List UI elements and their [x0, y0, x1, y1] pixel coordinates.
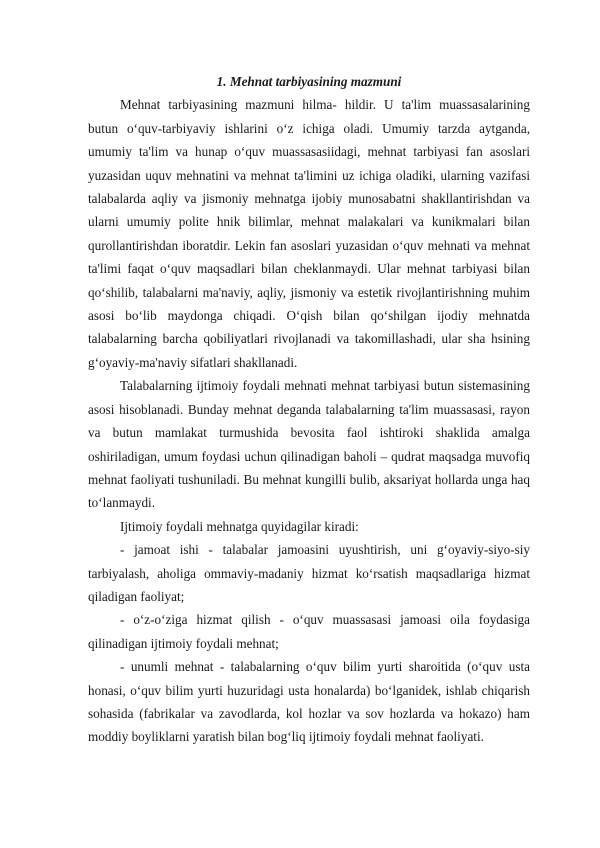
document-body — [88, 70, 530, 749]
paragraph-social-labor: Talabalarning ijtimoiy foydali mehnati mehnat tarbiyasi butun sistemasining asosi hisoblanadi. Bunday mehnat deganda talabalarning ta'lim muassasasi, rayon va butun mamlakat turmushida bevosita faol ishtiroki shaklida amalga oshiriladigan, umum foydasi uchun qilinadigan baholi – qudrat maqsadga muvofiq mehnat faoliyati tushuniladi. Bu mehnat kungilli bulib, aksariyat hollarda unga haq to‘lanmaydi. — [88, 378, 530, 511]
paragraph-list-intro: Ijtimoiy foydali mehnatga quyidagilar kiradi: — [120, 518, 359, 534]
section-title: 1. Mehnat tarbiyasining mazmuni — [216, 74, 402, 89]
list-item-self-service: - o‘z-o‘ziga hizmat qilish - o‘quv muassasasi jamoasi oila foydasiga qilinadigan ijtimoiy foydali mehnat; — [88, 612, 530, 651]
list-item-public-work: - jamoat ishi - talabalar jamoasini uyushtirish, uni g‘oyaviy-siyo-siy tarbiyalash, aholiga ommaviy-madaniy hizmat ko‘rsatish maqsadlariga hizmat qiladigan faoliyat; — [88, 542, 530, 604]
list-item-productive-labor: - unumli mehnat - talabalarning o‘quv bilim yurti sharoitida (o‘quv usta honasi, o‘quv bilim yurti huzuridagi usta honalarda) bo‘lganidek, ishlab chiqarish sohasida (fabrikalar va zavodlarda, kol hozlar va sov hozlarda va hokazo) ham moddiy boyliklarni yaratish bilan bog‘liq ijtimoiy foydali mehnat faoliyati. — [88, 659, 530, 745]
paragraph-intro: Mehnat tarbiyasining mazmuni hilma- hildir. U ta'lim muassasalarining butun o‘quv-tarbiyaviy ishlarini o‘z ichiga oladi. Umumiy tarzda aytganda, umumiy ta'lim va hunap o‘quv muassasasiidagi, mehnat tarbiyasi fan asoslari yuzasidan uquv mehnatini va mehnat ta'limini uz ichiga oladiki, ularning vazifasi talabalarda aqliy va jismoniy mehnatga ijobiy munosabatni shakllantirishdan va ularni umumiy polite hnik bilimlar, mehnat malakalari va kunikmalari bilan qurollantirishdan iboratdir. Lekin fan asoslari yuzasidan o‘quv mehnati va mehnat ta'limi faqat o‘quv maqsadlari bilan cheklanmaydi. Ular mehnat tarbiyasi bilan qo‘shilib, talabalarni ma'naviy, aqliy, jismoniy va estetik rivojlantirishning muhim asosi bo‘lib maydonga chiqadi. O‘qish bilan qo‘shilgan ijodiy mehnatda talabalarning barcha qobiliyatlari rivojlanadi va takomillashadi, ular sha hsining g‘oyaviy-ma'naviy sifatlari shakllanadi. — [88, 97, 530, 370]
